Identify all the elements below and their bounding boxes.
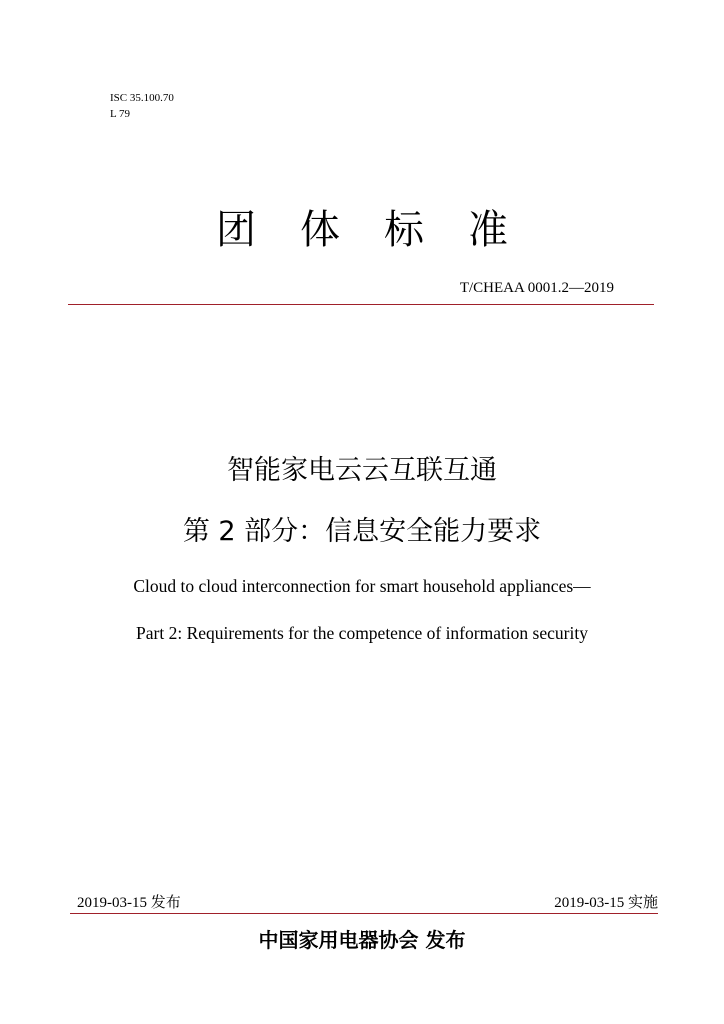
publisher: 中国家用电器协会 发布 <box>258 928 466 952</box>
title-chinese-part: 第 2 部分：信息安全能力要求 <box>182 516 542 547</box>
header-divider <box>68 304 654 305</box>
title-english-part: Part 2: Requirements for the competence of information security <box>136 623 588 643</box>
ccs-code: L 79 <box>110 108 131 120</box>
title-chinese-main: 智能家电云云互联互通 <box>227 455 497 486</box>
issue-date: 2019-03-15 发布 <box>77 895 181 911</box>
title-english-main: Cloud to cloud interconnection for smart household appliances— <box>133 576 591 596</box>
footer-divider <box>70 913 658 914</box>
ics-code: ISC 35.100.70 <box>110 92 174 104</box>
classification-codes <box>110 90 174 122</box>
standard-type-heading: 团体标准 <box>216 207 552 253</box>
implementation-date: 2019-03-15 实施 <box>554 895 658 911</box>
document-number: T/CHEAA 0001.2—2019 <box>459 280 614 296</box>
